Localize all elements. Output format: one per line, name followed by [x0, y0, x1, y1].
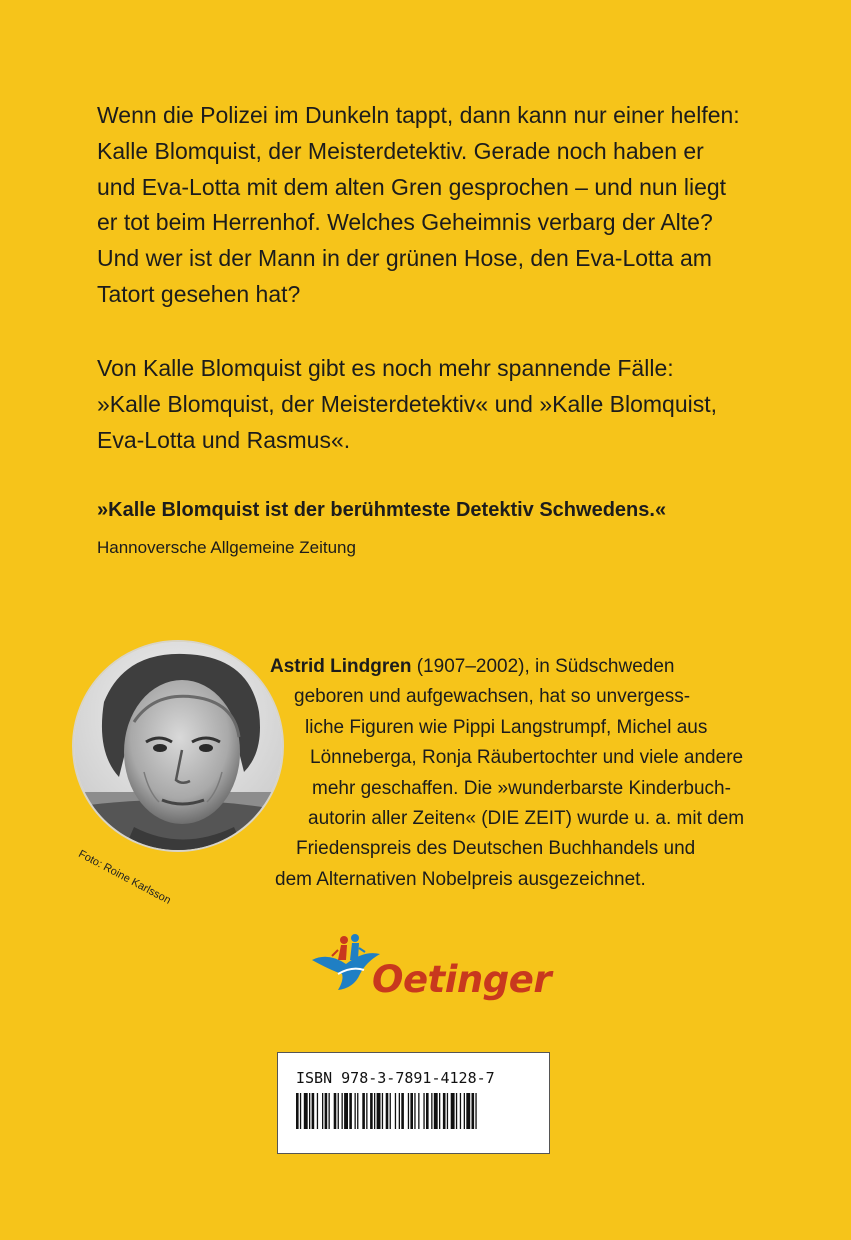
barcode-bar	[408, 1093, 409, 1129]
barcode-bar	[460, 1093, 461, 1129]
barcode-bar	[475, 1093, 476, 1129]
barcode-bar	[456, 1093, 457, 1129]
blurb-line: Kalle Blomquist, der Meisterdetektiv. Gerade noch haben er	[97, 137, 704, 164]
barcode-bar	[355, 1093, 356, 1129]
barcode-bar	[344, 1093, 348, 1129]
photo-credit: Foto: Roine Karlsson	[76, 848, 173, 907]
author-name: Astrid Lindgren	[270, 656, 412, 677]
barcode-bar	[423, 1093, 424, 1129]
barcode-bar	[431, 1093, 432, 1129]
more-cases-paragraph	[97, 351, 777, 458]
isbn-label	[277, 1052, 550, 1154]
barcode-bar	[317, 1093, 318, 1129]
barcode-bar	[325, 1093, 328, 1129]
author-bio-line: Lönneberga, Ronja Räubertochter und viele andere	[310, 747, 744, 769]
isbn-number: ISBN 978-3-7891-4128-7	[296, 1069, 495, 1087]
barcode-bar	[439, 1093, 440, 1129]
barcode-bar	[374, 1093, 375, 1129]
author-bio-line: geboren und aufgewachsen, hat so unvergess-	[294, 686, 691, 708]
more-cases-line: Eva-Lotta und Rasmus«.	[97, 426, 351, 453]
barcode-bar	[395, 1093, 396, 1129]
barcode-bar	[334, 1093, 337, 1129]
author-bio-line: autorin aller Zeiten« (DIE ZEIT) wurde u. a. mit dem	[308, 808, 745, 830]
review-quote: »Kalle Blomquist ist der berühmteste Detektiv Schwedens.«	[97, 499, 667, 521]
barcode-bar	[401, 1093, 404, 1129]
barcode-bar	[443, 1093, 446, 1129]
barcode-bar	[342, 1093, 343, 1129]
blurb-line: Tatort gesehen hat?	[97, 280, 301, 307]
barcode-bar	[304, 1093, 308, 1129]
barcode-bar	[466, 1093, 470, 1129]
blurb-line: er tot beim Herrenhof. Welches Geheimnis verbarg der Alte?	[97, 209, 713, 236]
barcode-bar	[329, 1093, 330, 1129]
barcode-bar	[418, 1093, 419, 1129]
blurb-line: Und wer ist der Mann in der grünen Hose, den Eva-Lotta am	[97, 245, 712, 272]
barcode-bar	[338, 1093, 339, 1129]
author-photo-icon	[74, 642, 282, 850]
author-bio-line: liche Figuren wie Pippi Langstrumpf, Michel aus	[305, 716, 708, 738]
barcode-bar	[300, 1093, 301, 1129]
barcode-bar	[414, 1093, 415, 1129]
barcode-icon	[296, 1093, 532, 1129]
author-bio-text: (1907–2002), in Südschweden	[411, 656, 675, 677]
review-source: Hannoversche Allgemeine Zeitung	[97, 538, 356, 557]
barcode-bar	[410, 1093, 413, 1129]
barcode-bar	[451, 1093, 455, 1129]
barcode-bar	[464, 1093, 465, 1129]
author-bio-line: mehr geschaffen. Die »wunderbarste Kinderbuch-	[312, 777, 731, 799]
publisher-logo	[308, 926, 552, 1018]
barcode-bar	[472, 1093, 475, 1129]
author-bio-line: Friedenspreis des Deutschen Buchhandels und	[296, 838, 696, 860]
author-bio	[270, 652, 770, 895]
more-cases-line: »Kalle Blomquist, der Meisterdetektiv« und »Kalle Blomquist,	[97, 390, 718, 417]
barcode-bar	[296, 1093, 299, 1129]
barcode-bar	[434, 1093, 438, 1129]
barcode-bar	[349, 1093, 352, 1129]
publisher-name: Oetinger	[372, 958, 552, 1001]
barcode-bar	[386, 1093, 389, 1129]
barcode-bar	[309, 1093, 310, 1129]
barcode-bar	[447, 1093, 448, 1129]
barcode-bar	[377, 1093, 381, 1129]
author-bio-line: dem Alternativen Nobelpreis ausgezeichnet.	[275, 868, 646, 890]
barcode-bar	[426, 1093, 429, 1129]
barcode-bar	[312, 1093, 315, 1129]
author-bio-line	[270, 652, 770, 682]
barcode-bar	[382, 1093, 383, 1129]
barcode-bar	[357, 1093, 358, 1129]
barcode-bar	[362, 1093, 365, 1129]
barcode-bar	[322, 1093, 323, 1129]
author-portrait	[72, 640, 284, 852]
barcode-bar	[390, 1093, 391, 1129]
blurb-paragraph	[97, 98, 777, 313]
more-cases-line: Von Kalle Blomquist gibt es noch mehr spannende Fälle:	[97, 355, 674, 381]
blurb-line: Wenn die Polizei im Dunkeln tappt, dann kann nur einer helfen:	[97, 102, 740, 128]
barcode-bar	[399, 1093, 400, 1129]
barcode-bar	[366, 1093, 367, 1129]
barcode-bar	[370, 1093, 373, 1129]
blurb-line: und Eva-Lotta mit dem alten Gren gesprochen – und nun liegt	[97, 173, 727, 200]
